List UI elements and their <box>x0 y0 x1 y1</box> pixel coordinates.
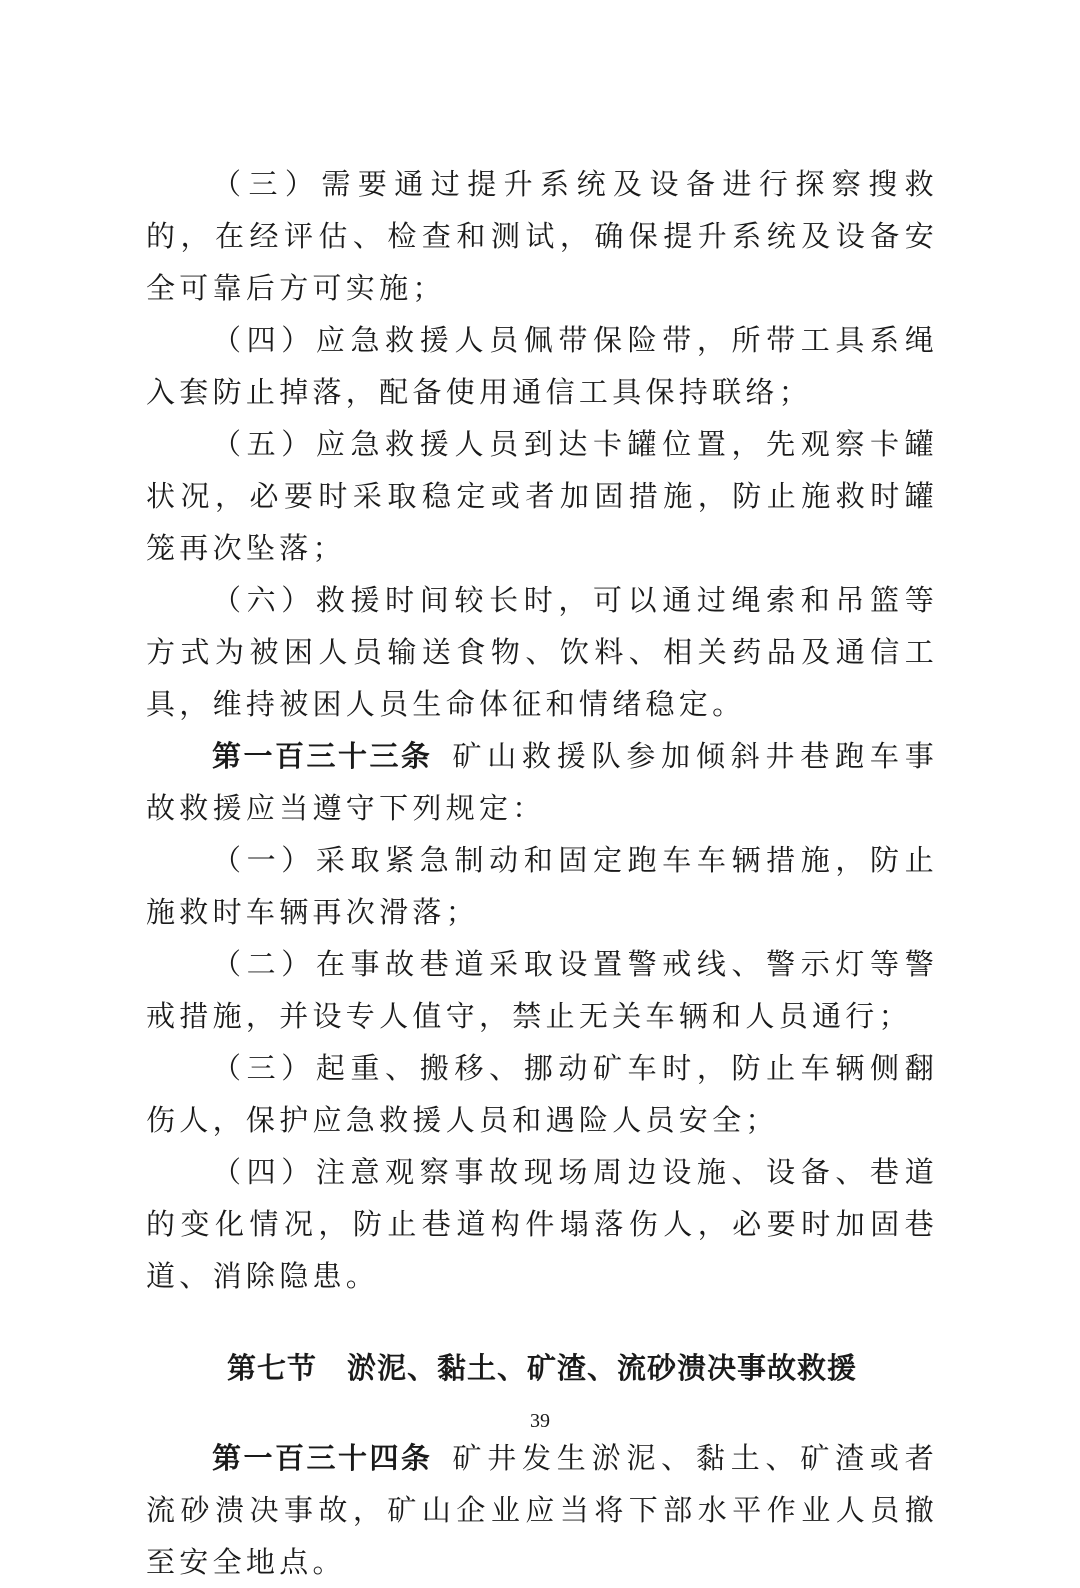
document-page <box>146 158 938 1588</box>
paragraph-item-3: （三）需要通过提升系统及设备进行探察搜救的，在经评估、检查和测试，确保提升系统及设备安全可靠后方可实施； <box>146 167 938 305</box>
article-133-item-1: （一）采取紧急制动和固定跑车车辆措施，防止施救时车辆再次滑落； <box>146 843 938 929</box>
article-133-item-4: （四）注意观察事故现场周边设施、设备、巷道的变化情况，防止巷道构件塌落伤人，必要时加固巷道、消除隐患。 <box>146 1155 938 1293</box>
paragraph-item-4: （四）应急救援人员佩带保险带，所带工具系绳入套防止掉落，配备使用通信工具保持联络； <box>146 323 938 409</box>
paragraph-item-5: （五）应急救援人员到达卡罐位置，先观察卡罐状况，必要时采取稳定或者加固措施，防止施救时罐笼再次坠落； <box>146 427 938 565</box>
article-133-item-2: （二）在事故巷道采取设置警戒线、警示灯等警戒措施，并设专人值守，禁止无关车辆和人员通行； <box>146 947 938 1033</box>
article-133-text: 矿山救援队参加倾斜井巷跑车事故救援应当遵守下列规定： <box>146 739 938 825</box>
article-134-text: 矿井发生淤泥、黏土、矿渣或者流砂溃决事故，矿山企业应当将下部水平作业人员撤至安全地点。 <box>146 1441 938 1579</box>
article-133-label: 第一百三十三条 <box>212 739 433 773</box>
section-title: 第七节 淤泥、黏土、矿渣、流砂溃决事故救援 <box>226 1351 857 1385</box>
article-134 <box>146 1432 938 1588</box>
article-134-label: 第一百三十四条 <box>212 1441 433 1475</box>
article-133-item-3: （三）起重、搬移、挪动矿车时，防止车辆侧翻伤人，保护应急救援人员和遇险人员安全； <box>146 1051 938 1137</box>
paragraph-item-6: （六）救援时间较长时，可以通过绳索和吊篮等方式为被困人员输送食物、饮料、相关药品及通信工具，维持被困人员生命体征和情绪稳定。 <box>146 583 938 721</box>
page-number: 39 <box>530 1410 550 1432</box>
article-133 <box>146 730 938 834</box>
